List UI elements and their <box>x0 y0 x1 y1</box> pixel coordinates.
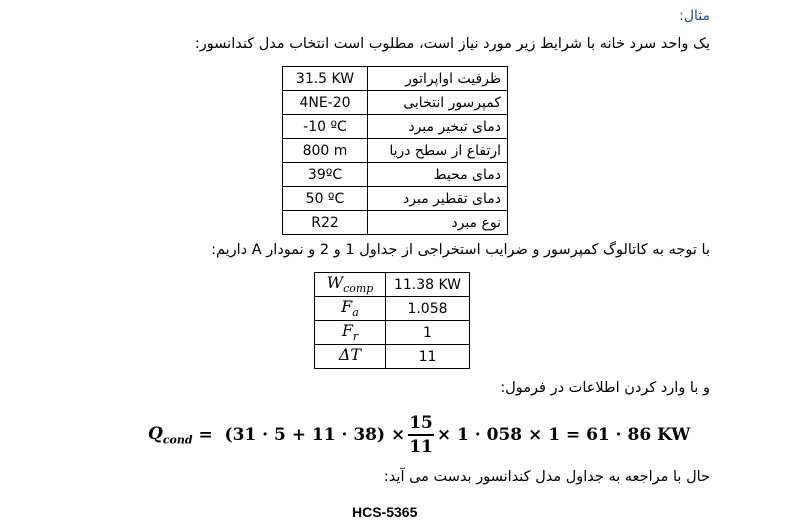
selected-model: HCS-5365 <box>352 504 418 520</box>
spec-label: دمای محیط <box>368 163 508 187</box>
spec-value: 39ºC <box>283 163 368 187</box>
catalog-paragraph: با توجه به کاتالوگ کمپرسور و ضرایب استخراجی از جداول 1 و 2 و نمودار A داریم: <box>211 242 710 258</box>
example-heading: مثال: <box>679 8 710 24</box>
spec-label: دمای تقطیر مبرد <box>368 187 508 211</box>
coefficient-table <box>314 272 470 369</box>
table-row <box>283 139 508 163</box>
coef-value: 1.058 <box>386 297 470 321</box>
symbol-letter: W <box>326 273 344 293</box>
coef-value: 1 <box>386 321 470 345</box>
coef-symbol <box>315 297 386 321</box>
formula-rhs: × 1 · 058 × 1 = 61 · 86 KW <box>436 425 691 445</box>
table-row <box>283 115 508 139</box>
spec-value: R22 <box>283 211 368 235</box>
spec-table <box>282 66 508 235</box>
fraction-denominator: 11 <box>409 437 433 457</box>
spec-label: ارتفاع از سطح دریا <box>368 139 508 163</box>
coef-value: 11.38 KW <box>386 273 470 297</box>
condenser-formula <box>148 410 690 460</box>
formula-lhs <box>148 424 193 446</box>
spec-value: 50 ºC <box>283 187 368 211</box>
coef-symbol <box>315 321 386 345</box>
table-row <box>283 163 508 187</box>
coef-symbol <box>315 273 386 297</box>
formula-intro-paragraph: و با وارد کردن اطلاعات در فرمول: <box>500 380 710 396</box>
spec-value: 4NE-20 <box>283 91 368 115</box>
spec-value: -10 ºC <box>283 115 368 139</box>
table-row <box>283 187 508 211</box>
symbol-letter: F <box>341 297 353 317</box>
spec-value: 800 m <box>283 139 368 163</box>
symbol-subscript: a <box>352 306 359 320</box>
table-row <box>315 273 470 297</box>
spec-label: ظرفیت اواپراتور <box>368 67 508 91</box>
spec-label: نوع مبرد <box>368 211 508 235</box>
fraction-numerator: 15 <box>408 413 434 436</box>
spec-label: دمای تبخیر مبرد <box>368 115 508 139</box>
spec-value: 31.5 KW <box>283 67 368 91</box>
coef-value: 11 <box>386 345 470 369</box>
spec-label: کمپرسور انتخابی <box>368 91 508 115</box>
table-row <box>315 321 470 345</box>
table-row <box>283 67 508 91</box>
intro-paragraph: یک واحد سرد خانه با شرایط زیر مورد نیاز است، مطلوب است انتخاب مدل کندانسور: <box>194 36 710 52</box>
table-row <box>283 211 508 235</box>
formula-fraction <box>408 413 434 457</box>
lhs-symbol: Q <box>148 423 163 444</box>
symbol-letter: ΔT <box>338 345 362 365</box>
table-row <box>315 297 470 321</box>
symbol-letter: F <box>341 321 353 341</box>
conclusion-paragraph: حال با مراجعه به جداول مدل کندانسور بدست می آید: <box>383 469 710 485</box>
table-row <box>283 91 508 115</box>
lhs-subscript: cond <box>162 433 193 447</box>
formula-middle: = (31 · 5 + 11 · 38) × <box>192 425 406 445</box>
symbol-subscript: r <box>352 330 359 344</box>
symbol-subscript: comp <box>343 282 374 296</box>
coef-symbol <box>315 345 386 369</box>
table-row <box>315 345 470 369</box>
